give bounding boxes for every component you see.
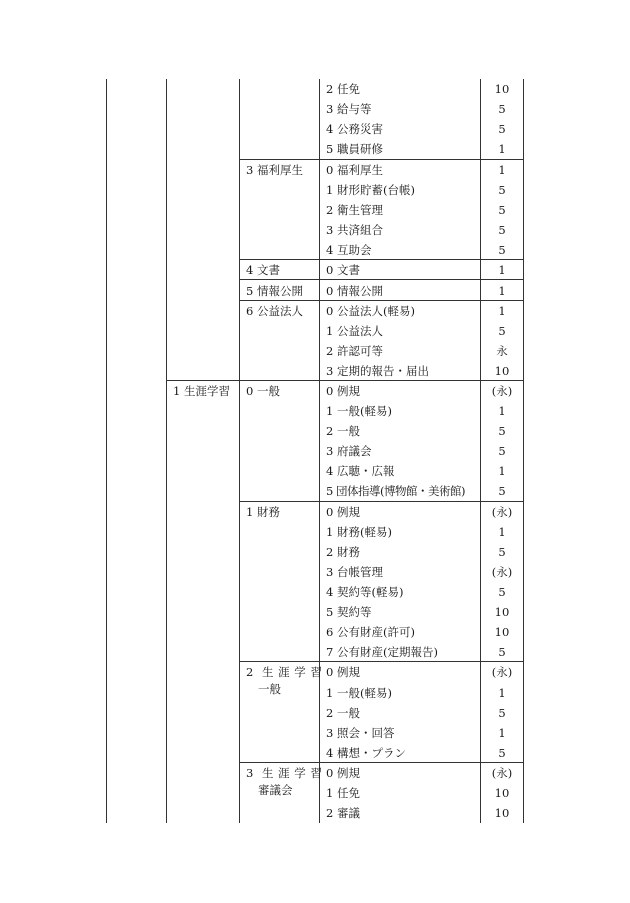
item: 5 契約等	[326, 605, 372, 619]
years: 5	[498, 746, 506, 760]
item: 0 例規	[326, 766, 360, 780]
item: 4 広聴・広報	[326, 464, 395, 478]
item: 0 例規	[326, 665, 360, 679]
years-komusaigai: 5	[498, 122, 506, 136]
sep-bunsho	[239, 259, 524, 260]
item: 0 文書	[326, 263, 360, 277]
item-komusaigai: 4 公務災害	[326, 122, 383, 136]
item: 0 例規	[326, 505, 360, 519]
item: 3 定期的報告・届出	[326, 364, 429, 378]
sub-koeki: 6 公益法人	[246, 304, 303, 318]
years: (永)	[491, 665, 513, 679]
sub-shogai-ippan-line2: 一般	[258, 682, 281, 696]
years: 5	[498, 645, 506, 659]
col-line-3	[239, 79, 240, 823]
item: 3 府議会	[326, 444, 372, 458]
item: 1 公益法人	[326, 324, 383, 338]
item: 5 団体指導(博物館・美術館)	[326, 484, 465, 498]
years: 1	[498, 726, 506, 740]
years: 5	[498, 324, 506, 338]
years: 5	[498, 484, 506, 498]
years: 1	[498, 525, 506, 539]
years: 1	[498, 304, 506, 318]
years-kenshu: 1	[498, 142, 506, 156]
years-kyuyo: 5	[498, 102, 506, 116]
col-line-1	[106, 79, 107, 823]
sub-bunsho: 4 文書	[246, 263, 280, 277]
col-line-4	[319, 79, 320, 823]
item: 2 許認可等	[326, 344, 383, 358]
sep-shogai	[166, 380, 524, 381]
years: (永)	[491, 384, 513, 398]
item: 2 財務	[326, 545, 360, 559]
item: 1 財形貯蓄(台帳)	[326, 183, 415, 197]
col-line-2	[166, 79, 167, 823]
sub-shingikai-line1: 生 涯 学 習	[262, 766, 323, 780]
sep-shogai-ippan	[239, 661, 524, 662]
item-ninmen: 2 任免	[326, 82, 360, 96]
sep-shingikai	[239, 762, 524, 763]
sub-shogai-ippan-line1: 生 涯 学 習	[262, 665, 323, 679]
item: 3 共済組合	[326, 223, 383, 237]
years: 5	[498, 424, 506, 438]
sep-joho	[239, 279, 524, 280]
years: 1	[498, 686, 506, 700]
years: 5	[498, 203, 506, 217]
years: (永)	[491, 766, 513, 780]
years: 5	[498, 444, 506, 458]
sub-zaimu: 1 財務	[246, 505, 280, 519]
item: 7 公有財産(定期報告)	[326, 645, 438, 659]
years: 5	[498, 223, 506, 237]
item: 4 互助会	[326, 243, 372, 257]
years: 5	[498, 545, 506, 559]
years: 1	[498, 464, 506, 478]
item: 0 福利厚生	[326, 163, 383, 177]
sub-ippan: 0 一般	[246, 384, 280, 398]
years: (永)	[491, 565, 513, 579]
years: 10	[494, 364, 510, 378]
item: 1 一般(軽易)	[326, 686, 392, 700]
sub-shingikai-line2: 審議会	[258, 783, 293, 797]
item: 4 契約等(軽易)	[326, 585, 404, 599]
item: 1 任免	[326, 786, 360, 800]
years: 1	[498, 404, 506, 418]
sep-koeki	[239, 300, 524, 301]
sub-shingikai-num: 3	[246, 766, 254, 780]
item: 3 照会・回答	[326, 726, 395, 740]
sub-fukuri: 3 福利厚生	[246, 163, 303, 177]
item: 2 一般	[326, 706, 360, 720]
sep-zaimu	[239, 501, 524, 502]
years-ninmen: 10	[494, 82, 510, 96]
years: 10	[494, 625, 510, 639]
years: 10	[494, 786, 510, 800]
item: 1 一般(軽易)	[326, 404, 392, 418]
sep-fukuri	[239, 159, 524, 160]
years: 5	[498, 183, 506, 197]
item: 3 台帳管理	[326, 565, 383, 579]
item: 2 一般	[326, 424, 360, 438]
years: 10	[494, 806, 510, 820]
sub-joho: 5 情報公開	[246, 284, 303, 298]
years: 5	[498, 706, 506, 720]
item: 4 構想・プラン	[326, 746, 406, 760]
years: 永	[496, 344, 508, 358]
item: 2 審議	[326, 806, 360, 820]
years: (永)	[491, 505, 513, 519]
years: 1	[498, 284, 506, 298]
item: 1 財務(軽易)	[326, 525, 392, 539]
item: 0 例規	[326, 384, 360, 398]
years: 5	[498, 243, 506, 257]
item-kyuyo: 3 給与等	[326, 102, 372, 116]
item: 2 衛生管理	[326, 203, 383, 217]
item: 0 情報公開	[326, 284, 383, 298]
years: 5	[498, 585, 506, 599]
item: 6 公有財産(許可)	[326, 625, 415, 639]
item: 0 公益法人(軽易)	[326, 304, 415, 318]
mid-shogai: 1 生涯学習	[173, 384, 230, 398]
years: 1	[498, 163, 506, 177]
item-kenshu: 5 職員研修	[326, 142, 383, 156]
years: 10	[494, 605, 510, 619]
years: 1	[498, 263, 506, 277]
sub-shogai-ippan-num: 2	[246, 665, 254, 679]
